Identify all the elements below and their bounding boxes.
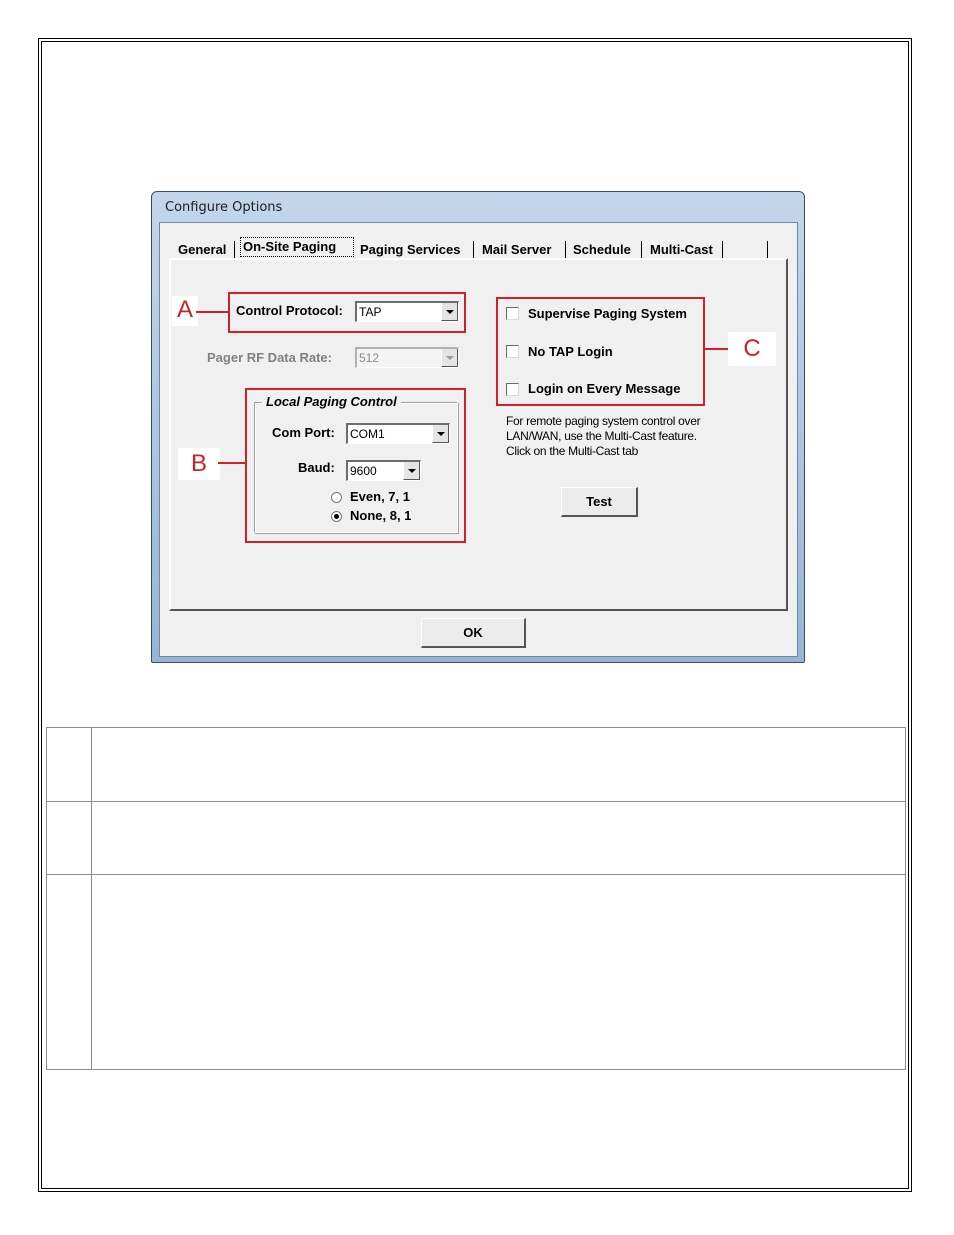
- table-column-divider: [91, 728, 92, 1069]
- com-port-dropdown-button[interactable]: [432, 425, 449, 443]
- login-every-message-label: Login on Every Message: [528, 381, 681, 396]
- login-every-message-checkbox[interactable]: [506, 383, 519, 396]
- supervise-paging-label: Supervise Paging System: [528, 306, 687, 321]
- com-port-label: Com Port:: [272, 425, 335, 440]
- parity-none-radio[interactable]: [331, 511, 342, 522]
- control-protocol-select[interactable]: [355, 301, 459, 322]
- tab-mail-server[interactable]: Mail Server: [482, 241, 566, 260]
- control-protocol-dropdown-button[interactable]: [441, 303, 458, 321]
- multicast-note: For remote paging system control over LAN/WAN, use the Multi-Cast feature. Click on the Multi-Cast tab: [506, 414, 701, 458]
- chevron-down-icon: [446, 356, 454, 360]
- baud-label: Baud:: [298, 460, 335, 475]
- pager-rf-label: Pager RF Data Rate:: [207, 350, 332, 365]
- chevron-down-icon: [437, 432, 445, 436]
- callout-b: B: [178, 448, 220, 480]
- no-tap-login-checkbox[interactable]: [506, 345, 519, 358]
- pager-rf-dropdown-button: [441, 349, 458, 367]
- callout-c: C: [728, 332, 776, 366]
- parity-even-radio[interactable]: [331, 492, 342, 503]
- pager-rf-value: 512: [359, 351, 380, 365]
- test-button[interactable]: Test: [561, 487, 638, 517]
- description-table: [46, 727, 906, 1070]
- com-port-select[interactable]: [346, 423, 450, 444]
- table-row-divider: [47, 874, 905, 875]
- tab-general[interactable]: General: [178, 241, 235, 260]
- baud-select[interactable]: [346, 460, 421, 481]
- control-protocol-value: TAP: [359, 305, 382, 319]
- table-row-divider: [47, 801, 905, 802]
- callout-b-line: [218, 462, 246, 464]
- callout-a-line: [196, 311, 229, 313]
- local-paging-legend: Local Paging Control: [262, 394, 401, 409]
- dialog-title: Configure Options: [165, 200, 283, 215]
- callout-a: A: [172, 296, 198, 326]
- chevron-down-icon: [446, 310, 454, 314]
- pager-rf-select: [355, 347, 459, 368]
- tab-multi-cast[interactable]: Multi-Cast: [650, 241, 723, 260]
- no-tap-login-label: No TAP Login: [528, 344, 613, 359]
- baud-dropdown-button[interactable]: [403, 462, 420, 480]
- chevron-down-icon: [408, 469, 416, 473]
- control-protocol-label: Control Protocol:: [236, 303, 343, 318]
- parity-none-label: None, 8, 1: [350, 508, 412, 523]
- com-port-value: COM1: [350, 427, 385, 441]
- tab-on-site-paging[interactable]: On-Site Paging: [240, 237, 354, 257]
- tab-paging-services[interactable]: Paging Services: [360, 241, 474, 260]
- ok-button[interactable]: OK: [421, 618, 526, 648]
- baud-value: 9600: [350, 464, 377, 478]
- tab-schedule[interactable]: Schedule: [573, 241, 642, 260]
- supervise-paging-checkbox[interactable]: [506, 307, 519, 320]
- parity-even-label: Even, 7, 1: [350, 489, 410, 504]
